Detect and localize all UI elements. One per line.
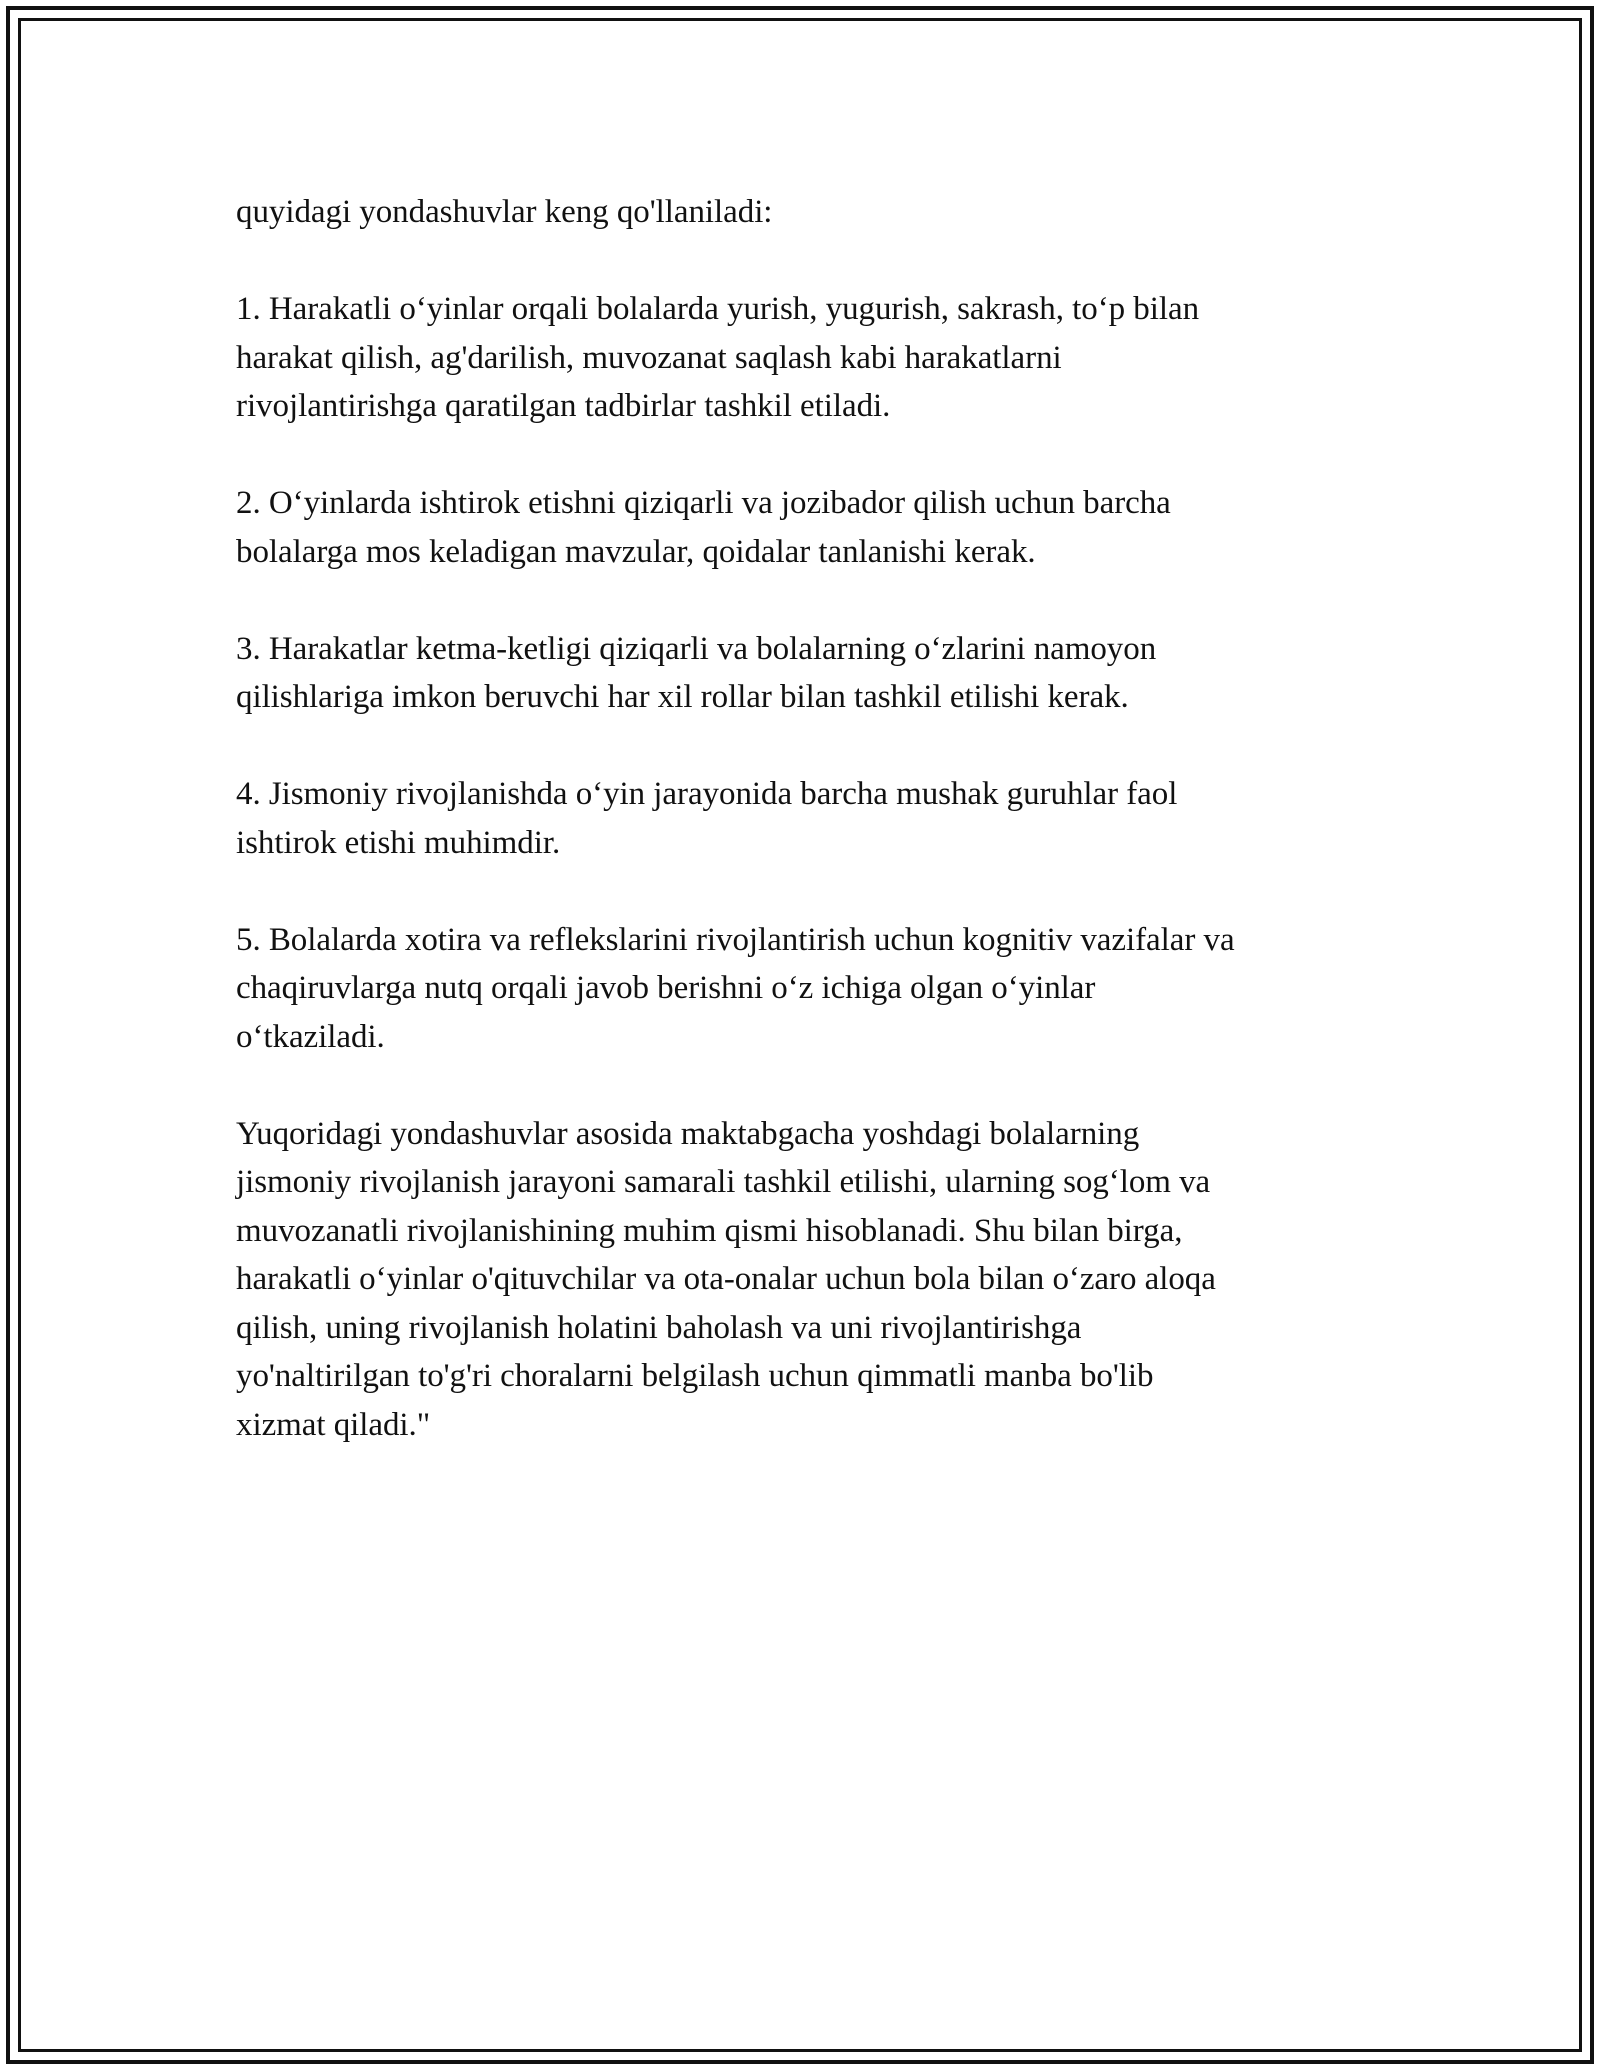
conclusion-paragraph bbox=[236, 1110, 1366, 1450]
list-item-1-line-3: rivojlantirishga qaratilgan tadbirlar tashkil etiladi. bbox=[236, 388, 891, 424]
conclusion-line-6: yo'naltirilgan to'g'ri choralarni belgilash uchun qimmatli manba bo'lib bbox=[236, 1358, 1154, 1394]
list-item-1-line-2: harakat qilish, ag'darilish, muvozanat saqlash kabi harakatlarni bbox=[236, 339, 1062, 376]
intro-line: quyidagi yondashuvlar keng qo'llaniladi: bbox=[236, 194, 773, 230]
conclusion-line-2: jismoniy rivojlanish jarayoni samarali tashkil etilishi, ularning sog‘lom va bbox=[236, 1164, 1211, 1200]
conclusion-line-1: Yuqoridagi yondashuvlar asosida maktabgacha yoshdagi bolalarning bbox=[236, 1115, 1140, 1152]
list-item-1 bbox=[236, 285, 1366, 431]
list-item-3-line-1: 3. Harakatlar ketma-ketligi qiziqarli va bolalarning o‘zlarini namoyon bbox=[236, 630, 1157, 667]
list-item-5 bbox=[236, 916, 1366, 1062]
intro-paragraph bbox=[236, 188, 1366, 237]
conclusion-line-3: muvozanatli rivojlanishining muhim qismi hisoblanadi. Shu bilan birga, bbox=[236, 1212, 1183, 1249]
list-item-5-line-1: 5. Bolalarda xotira va reflekslarini rivojlantirish uchun kognitiv vazifalar va bbox=[236, 921, 1235, 958]
document-body bbox=[236, 188, 1366, 1449]
conclusion-line-7: xizmat qiladi." bbox=[236, 1406, 431, 1443]
list-item-3 bbox=[236, 625, 1366, 722]
list-item-4-line-1: 4. Jismoniy rivojlanishda o‘yin jarayonida barcha mushak guruhlar faol bbox=[236, 776, 1178, 812]
list-item-2 bbox=[236, 479, 1366, 576]
list-item-1-line-1: 1. Harakatli o‘yinlar orqali bolalarda yurish, yugurish, sakrash, to‘p bilan bbox=[236, 291, 1200, 327]
list-item-2-line-2: bolalarga mos keladigan mavzular, qoidalar tanlanishi kerak. bbox=[236, 533, 1036, 570]
conclusion-line-5: qilish, uning rivojlanish holatini baholash va uni rivojlantirishga bbox=[236, 1309, 1082, 1346]
list-item-4-line-2: ishtirok etishi muhimdir. bbox=[236, 824, 561, 861]
list-item-4 bbox=[236, 770, 1366, 867]
list-item-2-line-1: 2. O‘yinlarda ishtirok etishni qiziqarli va jozibador qilish uchun barcha bbox=[236, 485, 1171, 521]
list-item-5-line-3: o‘tkaziladi. bbox=[236, 1018, 385, 1055]
conclusion-line-4: harakatli o‘yinlar o'qituvchilar va ota-onalar uchun bola bilan o‘zaro aloqa bbox=[236, 1261, 1216, 1297]
list-item-3-line-2: qilishlariga imkon beruvchi har xil rollar bilan tashkil etilishi kerak. bbox=[236, 679, 1129, 715]
list-item-5-line-2: chaqiruvlarga nutq orqali javob berishni o‘z ichiga olgan o‘yinlar bbox=[236, 970, 1096, 1006]
